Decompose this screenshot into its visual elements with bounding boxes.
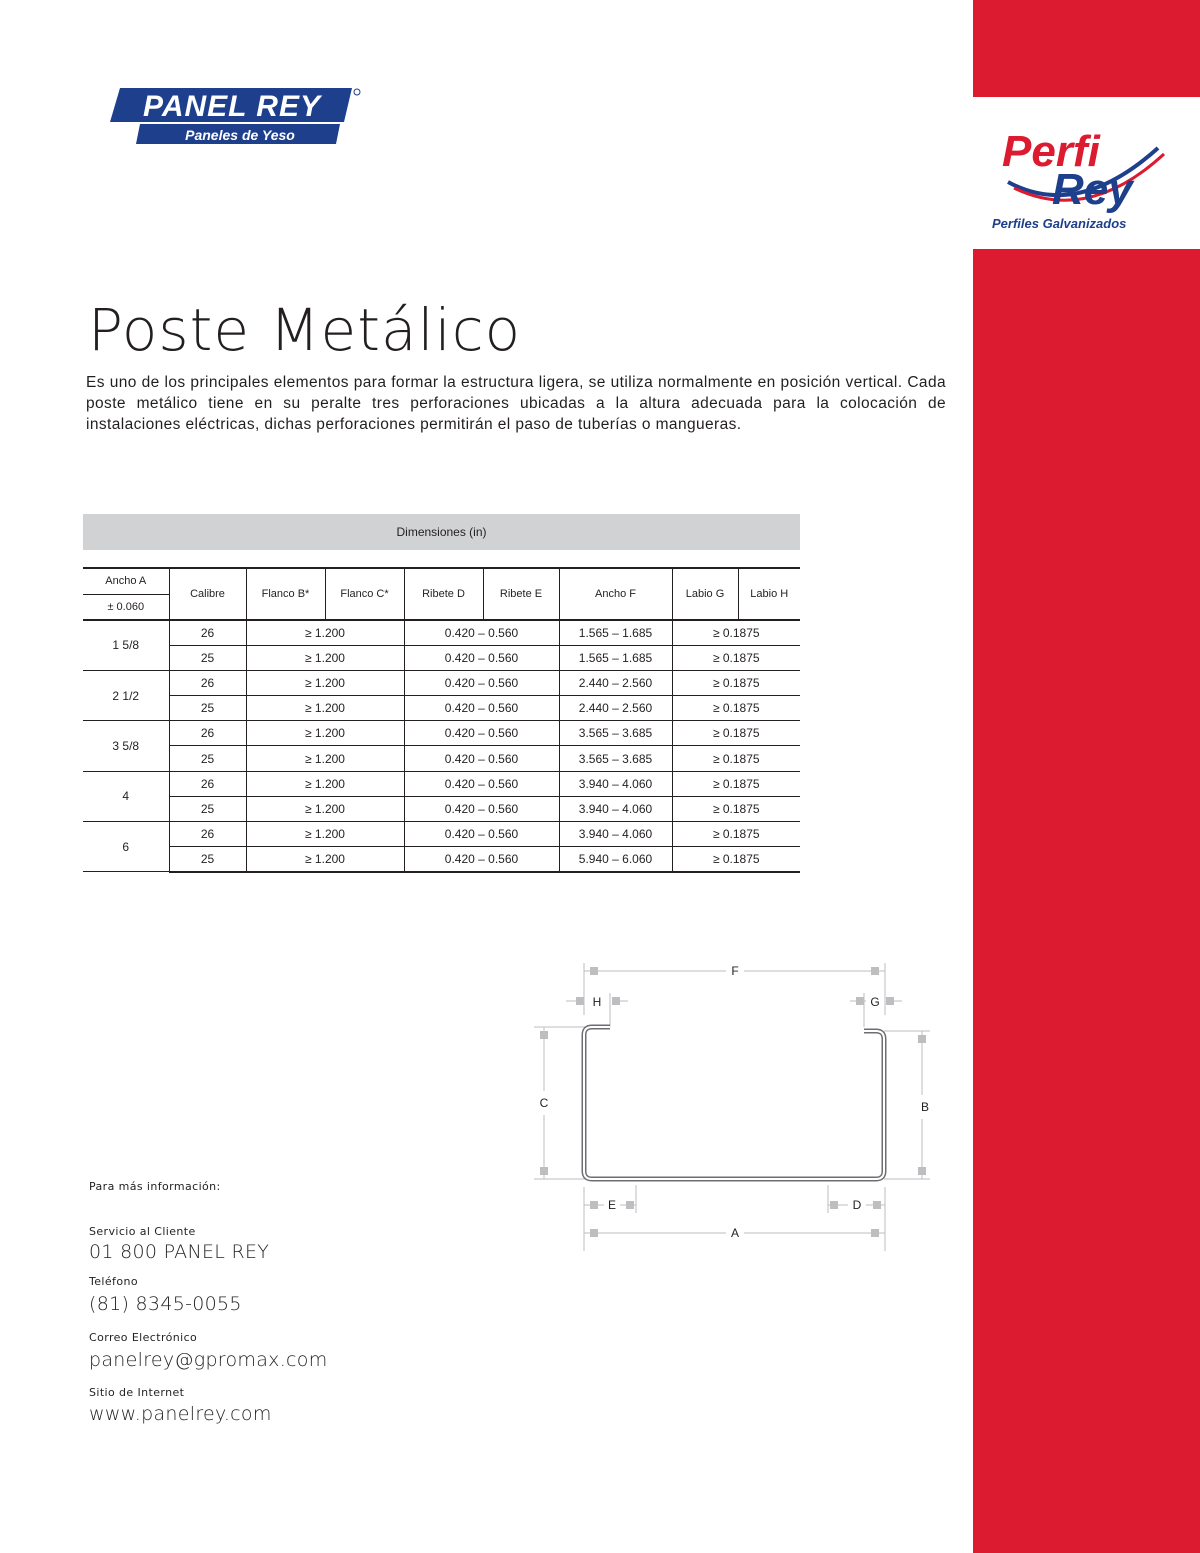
cell-ribete: 0.420 – 0.560 — [404, 822, 559, 847]
cell-calibre: 25 — [169, 796, 246, 821]
panel-rey-logo — [106, 86, 366, 148]
cell-ancho-f: 3.565 – 3.685 — [559, 721, 672, 746]
sidebar-red-top — [973, 0, 1200, 97]
table-row — [83, 771, 800, 796]
header-ancho-a — [83, 568, 169, 620]
cell-labio: ≥ 0.1875 — [672, 721, 800, 746]
sidebar-red-bottom — [973, 249, 1200, 1553]
phone-label: Teléfono — [89, 1275, 138, 1288]
table-row — [83, 847, 800, 872]
cell-flanco: ≥ 1.200 — [246, 696, 404, 721]
cell-labio: ≥ 0.1875 — [672, 620, 800, 645]
table-row — [83, 696, 800, 721]
cell-calibre: 25 — [169, 696, 246, 721]
table-row — [83, 822, 800, 847]
perfi-rey-logo — [988, 120, 1188, 235]
cell-ancho-f: 5.940 – 6.060 — [559, 847, 672, 872]
cell-ribete: 0.420 – 0.560 — [404, 771, 559, 796]
table-row — [83, 645, 800, 670]
table-row — [83, 746, 800, 771]
cell-ancho-f: 3.940 – 4.060 — [559, 822, 672, 847]
cell-labio: ≥ 0.1875 — [672, 796, 800, 821]
svg-text:Rey: Rey — [1052, 165, 1133, 214]
table-row — [83, 670, 800, 695]
email-label: Correo Electrónico — [89, 1331, 198, 1344]
cell-ancho: 3 5/8 — [83, 721, 169, 771]
c-profile-shape — [584, 1027, 884, 1179]
cell-calibre: 26 — [169, 822, 246, 847]
header-flanco-b: Flanco B* — [246, 568, 325, 620]
table-body — [83, 620, 800, 872]
header-calibre: Calibre — [169, 568, 246, 620]
cell-ancho-f: 2.440 – 2.560 — [559, 670, 672, 695]
table-header-row — [83, 568, 800, 620]
cell-ribete: 0.420 – 0.560 — [404, 670, 559, 695]
label-h: H — [592, 995, 602, 1009]
cell-labio: ≥ 0.1875 — [672, 847, 800, 872]
header-ribete-d: Ribete D — [404, 568, 483, 620]
cell-flanco: ≥ 1.200 — [246, 796, 404, 821]
cell-ancho-f: 3.940 – 4.060 — [559, 771, 672, 796]
cell-ribete: 0.420 – 0.560 — [404, 746, 559, 771]
profile-diagram — [530, 955, 950, 1255]
phone-value: (81) 8345-0055 — [89, 1293, 242, 1315]
table-row — [83, 796, 800, 821]
contact-intro: Para más información: — [89, 1180, 221, 1193]
cell-ancho: 1 5/8 — [83, 620, 169, 670]
label-a: A — [730, 1226, 740, 1240]
cell-ancho-f: 1.565 – 1.685 — [559, 645, 672, 670]
cell-ancho-f: 3.940 – 4.060 — [559, 796, 672, 821]
email-link[interactable]: panelrey@gpromax.com — [89, 1349, 328, 1371]
cell-labio: ≥ 0.1875 — [672, 696, 800, 721]
label-f: F — [731, 964, 739, 978]
page-title: Poste Metálico — [88, 296, 522, 364]
cell-ribete: 0.420 – 0.560 — [404, 696, 559, 721]
header-ancho-f: Ancho F — [559, 568, 672, 620]
cell-flanco: ≥ 1.200 — [246, 822, 404, 847]
cell-flanco: ≥ 1.200 — [246, 847, 404, 872]
cell-ancho: 2 1/2 — [83, 670, 169, 720]
table-row — [83, 721, 800, 746]
cell-ancho-f: 1.565 – 1.685 — [559, 620, 672, 645]
svg-text:Paneles de Yeso: Paneles de Yeso — [185, 127, 295, 143]
web-label: Sitio de Internet — [89, 1386, 185, 1399]
cell-ribete: 0.420 – 0.560 — [404, 847, 559, 872]
cell-ribete: 0.420 – 0.560 — [404, 721, 559, 746]
cell-labio: ≥ 0.1875 — [672, 670, 800, 695]
cell-labio: ≥ 0.1875 — [672, 822, 800, 847]
cell-flanco: ≥ 1.200 — [246, 721, 404, 746]
cell-calibre: 26 — [169, 620, 246, 645]
label-c: C — [539, 1096, 549, 1110]
cell-calibre: 26 — [169, 670, 246, 695]
cell-ancho: 6 — [83, 822, 169, 872]
header-ribete-e: Ribete E — [483, 568, 559, 620]
service-label: Servicio al Cliente — [89, 1225, 196, 1238]
cell-flanco: ≥ 1.200 — [246, 620, 404, 645]
cell-ribete: 0.420 – 0.560 — [404, 796, 559, 821]
svg-text:Perfi: Perfi — [1002, 127, 1100, 176]
cell-flanco: ≥ 1.200 — [246, 670, 404, 695]
cell-flanco: ≥ 1.200 — [246, 771, 404, 796]
cell-ribete: 0.420 – 0.560 — [404, 620, 559, 645]
cell-flanco: ≥ 1.200 — [246, 746, 404, 771]
cell-labio: ≥ 0.1875 — [672, 771, 800, 796]
cell-calibre: 26 — [169, 771, 246, 796]
header-labio-h: Labio H — [738, 568, 800, 620]
header-labio-g: Labio G — [672, 568, 738, 620]
header-ancho-label: Ancho A — [83, 569, 169, 595]
cell-ancho: 4 — [83, 771, 169, 821]
cell-ancho-f: 2.440 – 2.560 — [559, 696, 672, 721]
cell-labio: ≥ 0.1875 — [672, 746, 800, 771]
cell-calibre: 25 — [169, 746, 246, 771]
dimensions-table — [83, 567, 800, 873]
label-b: B — [920, 1100, 930, 1114]
label-g: G — [870, 995, 880, 1009]
header-tolerance: ± 0.060 — [107, 600, 145, 613]
service-value: 01 800 PANEL REY — [89, 1241, 270, 1263]
web-link[interactable]: www.panelrey.com — [89, 1403, 272, 1425]
svg-text:PANEL REY: PANEL REY — [143, 90, 321, 123]
cell-ribete: 0.420 – 0.560 — [404, 645, 559, 670]
svg-text:Perfiles Galvanizados: Perfiles Galvanizados — [992, 216, 1127, 231]
header-flanco-c: Flanco C* — [325, 568, 404, 620]
table-caption: Dimensiones (in) — [83, 514, 800, 550]
intro-paragraph: Es uno de los principales elementos para formar la estructura ligera, se utiliza normalmente en posición vertical. Cada poste metálico tiene en su peralte tres perforaciones ubicadas a la altura adecuada para la colocación de instalaciones eléctricas, dichas perforaciones permitirán el paso de tuberías o mangueras. — [86, 374, 946, 433]
cell-labio: ≥ 0.1875 — [672, 645, 800, 670]
table-row — [83, 620, 800, 645]
label-e: E — [607, 1198, 617, 1212]
label-d: D — [852, 1198, 862, 1212]
contact-block — [89, 1180, 328, 1425]
cell-ancho-f: 3.565 – 3.685 — [559, 746, 672, 771]
cell-calibre: 25 — [169, 847, 246, 872]
cell-calibre: 25 — [169, 645, 246, 670]
cell-flanco: ≥ 1.200 — [246, 645, 404, 670]
cell-calibre: 26 — [169, 721, 246, 746]
